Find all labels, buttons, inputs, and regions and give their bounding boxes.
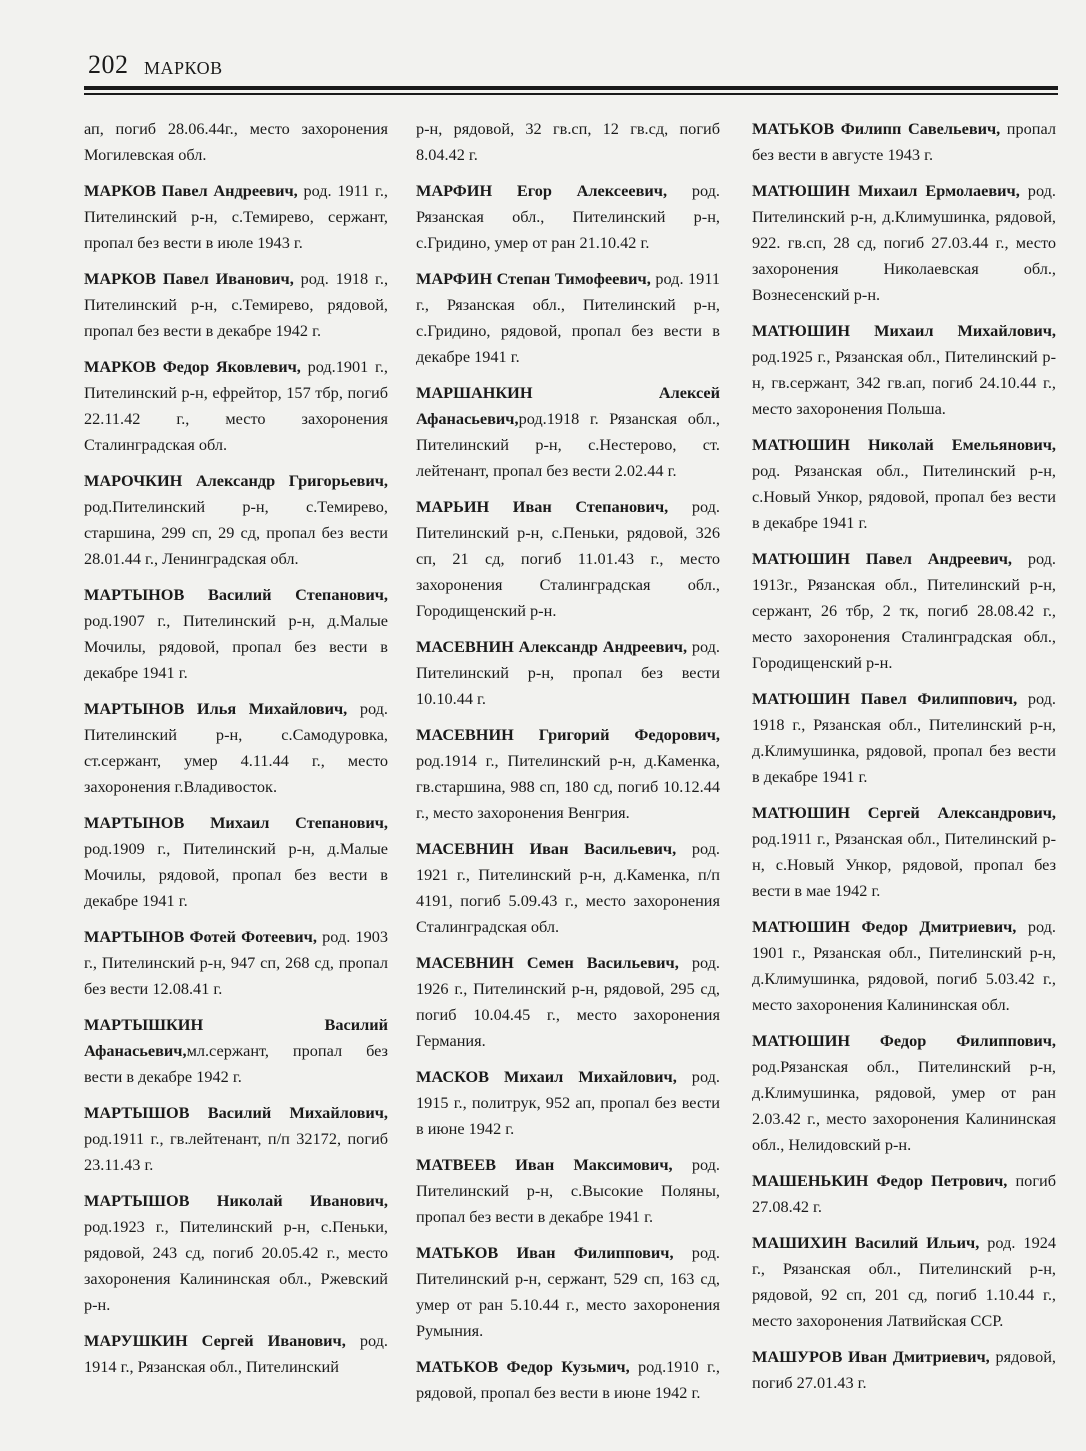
entry-name: МАТЬКОВ Федор Кузьмич, — [416, 1357, 630, 1376]
entry-text: род. Пителинский р-н, пропал без вести 10.10.44 г. — [416, 637, 720, 708]
entry-text: род. 1926 г., Пителинский р-н, рядовой, 295 сд, погиб 10.04.45 г., место захоронения Германия. — [416, 953, 720, 1050]
entry-text: мл.сержант, пропал без вести в декабре 1942 г. — [84, 1041, 388, 1086]
entry — [752, 1028, 1056, 1158]
entry-name: МАСКОВ Михаил Михайлович, — [416, 1067, 677, 1086]
entry-name: МАРШАНКИН Алексей Афанасьевич, — [416, 383, 720, 428]
entry-name: МАРКОВ Павел Иванович, — [84, 269, 294, 288]
entry-name: МАТЮШИН Федор Дмитриевич, — [752, 917, 1017, 936]
column-2 — [416, 116, 720, 1416]
entry — [84, 1328, 388, 1380]
entry-text: род.Пителинский р-н, с.Темирево, старшина, 299 сп, 29 сд, пропал без вести 28.01.44 г., Ленинградская обл. — [84, 497, 388, 568]
entry-name: МАШЕНЬКИН Федор Петрович, — [752, 1171, 1008, 1190]
entry — [416, 178, 720, 256]
entry-name: МАТЮШИН Федор Филиппович, — [752, 1031, 1056, 1050]
entry-name: МАТЮШИН Михаил Михайлович, — [752, 321, 1056, 340]
entry-name: МАТЮШИН Павел Филиппович, — [752, 689, 1018, 708]
entry — [752, 1230, 1056, 1334]
running-head: МАРКОВ — [144, 58, 223, 78]
entry-text: род. 1924 г., Рязанская обл., Пителинский р-н, рядовой, 92 сп, 201 сд, погиб 1.10.44 г., место захоронения Латвийская ССР. — [752, 1233, 1056, 1330]
entry-name: МАРТЫНОВ Василий Степанович, — [84, 585, 388, 604]
entry — [752, 1168, 1056, 1220]
page-number: 202 — [88, 50, 129, 79]
entry — [416, 836, 720, 940]
entry — [84, 266, 388, 344]
entry — [416, 950, 720, 1054]
entry-name: МАРКОВ Павел Андреевич, — [84, 181, 298, 200]
entry-text: род. 1903 г., Пителинский р-н, 947 сп, 268 сд, пропал без вести 12.08.41 г. — [84, 927, 388, 998]
entry-text: род.Рязанская обл., Пителинский р-н, д.Климушинка, рядовой, умер от ран 2.03.42 г., место захоронения Калининская обл., Нелидовский р-н. — [752, 1057, 1056, 1154]
entry-name: МАТЬКОВ Иван Филиппович, — [416, 1243, 674, 1262]
entry — [84, 810, 388, 914]
entry-text: рядовой, погиб 27.01.43 г. — [752, 1347, 1056, 1392]
entry — [416, 116, 720, 168]
entry — [416, 1354, 720, 1406]
entry-text: р-н, рядовой, 32 гв.сп, 12 гв.сд, погиб 8.04.42 г. — [416, 119, 720, 164]
entry — [416, 634, 720, 712]
entry-text: род. Пителинский р-н, с.Высокие Поляны, пропал без вести в декабре 1941 г. — [416, 1155, 720, 1226]
entry — [84, 178, 388, 256]
entry-text: род.1907 г., Пителинский р-н, д.Малые Мочилы, рядовой, пропал без вести в декабре 1941 г. — [84, 611, 388, 682]
entry-name: МАСЕВНИН Григорий Федорович, — [416, 725, 720, 744]
entry — [752, 546, 1056, 676]
entry-text: род.1918 г. Рязанская обл., Пителинский р-н, с.Нестерово, ст. лейтенант, пропал без вести 2.02.44 г. — [416, 409, 720, 480]
entry-text: род.1914 г., Пителинский р-н, д.Каменка, гв.старшина, 988 сп, 180 сд, погиб 10.12.44 г., место захоронения Венгрия. — [416, 751, 720, 822]
entry-text: род.1925 г., Рязанская обл., Пителинский р-н, гв.сержант, 342 гв.ап, погиб 24.10.44 г., место захоронения Польша. — [752, 347, 1056, 418]
entry-text: род. 1914 г., Рязанская обл., Пителинский — [84, 1331, 388, 1376]
entry-name: МАРТЫНОВ Фотей Фотеевич, — [84, 927, 317, 946]
entry-text: род. Рязанская обл., Пителинский р-н, с.Новый Ункор, рядовой, пропал без вести в декабре 1941 г. — [752, 461, 1056, 532]
entry — [752, 178, 1056, 308]
entry-text: род.1911 г., Рязанская обл., Пителинский р-н, с.Новый Ункор, рядовой, пропал без вести в мае 1942 г. — [752, 829, 1056, 900]
header-rule-thick — [84, 86, 1058, 90]
entry — [84, 582, 388, 686]
entry-text: род. 1915 г., политрук, 952 ап, пропал без вести в июне 1942 г. — [416, 1067, 720, 1138]
entry-text: род. 1921 г., Пителинский р-н, д.Каменка, п/п 4191, погиб 5.09.43 г., место захоронения Сталинградская обл. — [416, 839, 720, 936]
entry-name: МАСЕВНИН Иван Васильевич, — [416, 839, 677, 858]
entry — [416, 266, 720, 370]
entry-name: МАРКОВ Федор Яковлевич, — [84, 357, 301, 376]
entry-name: МАТЮШИН Николай Емельянович, — [752, 435, 1056, 454]
entry-name: МАШИХИН Василий Ильич, — [752, 1233, 980, 1252]
entry — [752, 432, 1056, 536]
entry-text: род.1910 г., рядовой, пропал без вести в июне 1942 г. — [416, 1357, 720, 1402]
entry-text: род. Пителинский р-н, сержант, 529 сп, 163 сд, умер от ран 5.10.44 г., место захоронения Румыния. — [416, 1243, 720, 1340]
entry — [416, 380, 720, 484]
entry-name: МАРТЫШОВ Василий Михайлович, — [84, 1103, 388, 1122]
entry — [752, 914, 1056, 1018]
entry — [416, 1152, 720, 1230]
entry — [416, 1240, 720, 1344]
entry — [752, 318, 1056, 422]
column-3 — [752, 116, 1056, 1406]
entry — [752, 686, 1056, 790]
entry-name: МАРЬИН Иван Степанович, — [416, 497, 669, 516]
entry — [84, 1100, 388, 1178]
entry-name: МАРФИН Егор Алексеевич, — [416, 181, 668, 200]
entry-text: род.1901 г., Пителинский р-н, ефрейтор, 157 тбр, погиб 22.11.42 г., место захоронения Сталинградская обл. — [84, 357, 388, 454]
entry-text: род. Пителинский р-н, с.Пеньки, рядовой, 326 сп, 21 сд, погиб 11.01.43 г., место захоронения Сталинградская обл., Городищенский р-н. — [416, 497, 720, 620]
entry-text: род. 1918 г., Пителинский р-н, с.Темирево, рядовой, пропал без вести в декабре 1942 г. — [84, 269, 389, 340]
page-header — [88, 50, 1058, 84]
entry-name: МАТЬКОВ Филипп Савельевич, — [752, 119, 1001, 138]
entry — [84, 1188, 388, 1318]
entry-text: ап, погиб 28.06.44г., место захоронения Могилевская обл. — [84, 119, 388, 164]
entry — [84, 116, 388, 168]
entry — [84, 354, 388, 458]
entry-name: МАРТЫШОВ Николай Иванович, — [84, 1191, 388, 1210]
entry — [84, 924, 388, 1002]
entry — [416, 494, 720, 624]
entry-text: пропал без вести в августе 1943 г. — [752, 119, 1056, 164]
entry-name: МАРОЧКИН Александр Григорьевич, — [84, 471, 388, 490]
entry-name: МАРУШКИН Сергей Иванович, — [84, 1331, 346, 1350]
entry — [416, 1064, 720, 1142]
entry-name: МАСЕВНИН Александр Андреевич, — [416, 637, 688, 656]
entry — [84, 468, 388, 572]
entry-text: род. 1911 г., Рязанская обл., Пителинский р-н, с.Гридино, рядовой, пропал без вести в декабре 1941 г. — [416, 269, 720, 366]
entry-text: род.1923 г., Пителинский р-н, с.Пеньки, рядовой, 243 сд, погиб 20.05.42 г., место захоронения Калининская обл., Ржевский р-н. — [84, 1217, 388, 1314]
entry-text: род.1911 г., гв.лейтенант, п/п 32172, погиб 23.11.43 г. — [84, 1129, 388, 1174]
entry-text: род. Пителинский р-н, с.Самодуровка, ст.сержант, умер 4.11.44 г., место захоронения г.Владивосток. — [84, 699, 388, 796]
entry-name: МАТЮШИН Павел Андреевич, — [752, 549, 1012, 568]
entry — [752, 1344, 1056, 1396]
entry — [752, 116, 1056, 168]
entry-text: род. Пителинский р-н, д.Климушинка, рядовой, 922. гв.сп, 28 сд, погиб 27.03.44 г., место захоронения Николаевская обл., Вознесенский р-н. — [752, 181, 1056, 304]
entry-name: МАТВЕЕВ Иван Максимович, — [416, 1155, 673, 1174]
column-1 — [84, 116, 388, 1390]
header-rule-thin — [84, 93, 1058, 95]
entry-name: МАРТЫНОВ Михаил Степанович, — [84, 813, 388, 832]
entry-text: погиб 27.08.42 г. — [752, 1171, 1056, 1216]
entry — [84, 1012, 388, 1090]
entry-text: род. 1918 г., Рязанская обл., Пителинский р-н, д.Климушинка, рядовой, пропал без вести в декабре 1941 г. — [752, 689, 1056, 786]
entry-name: МАТЮШИН Сергей Александрович, — [752, 803, 1056, 822]
entry-name: МАШУРОВ Иван Дмитриевич, — [752, 1347, 990, 1366]
entry-text: род. Рязанская обл., Пителинский р-н, с.Гридино, умер от ран 21.10.42 г. — [416, 181, 720, 252]
entry-name: МАСЕВНИН Семен Васильевич, — [416, 953, 679, 972]
entry-text: род. 1911 г., Пителинский р-н, с.Темирево, сержант, пропал без вести в июле 1943 г. — [84, 181, 388, 252]
entry-text: род. 1901 г., Рязанская обл., Пителинский р-н, д.Климушинка, рядовой, погиб 5.03.42 г., место захоронения Калининская обл. — [752, 917, 1056, 1014]
entry-name: МАРТЫНОВ Илья Михайлович, — [84, 699, 348, 718]
entry-name: МАТЮШИН Михаил Ермолаевич, — [752, 181, 1020, 200]
entry-name: МАРФИН Степан Тимофеевич, — [416, 269, 651, 288]
entry-text: род.1909 г., Пителинский р-н, д.Малые Мочилы, рядовой, пропал без вести в декабре 1941 г. — [84, 839, 388, 910]
entry — [416, 722, 720, 826]
entry-text: род. 1913г., Рязанская обл., Пителинский р-н, сержант, 26 тбр, 2 тк, погиб 28.08.42 г., место захоронения Сталинградская обл., Городищенский р-н. — [752, 549, 1056, 672]
entry — [84, 696, 388, 800]
entry — [752, 800, 1056, 904]
entry-name: МАРТЫШКИН Василий Афанасьевич, — [84, 1015, 388, 1060]
